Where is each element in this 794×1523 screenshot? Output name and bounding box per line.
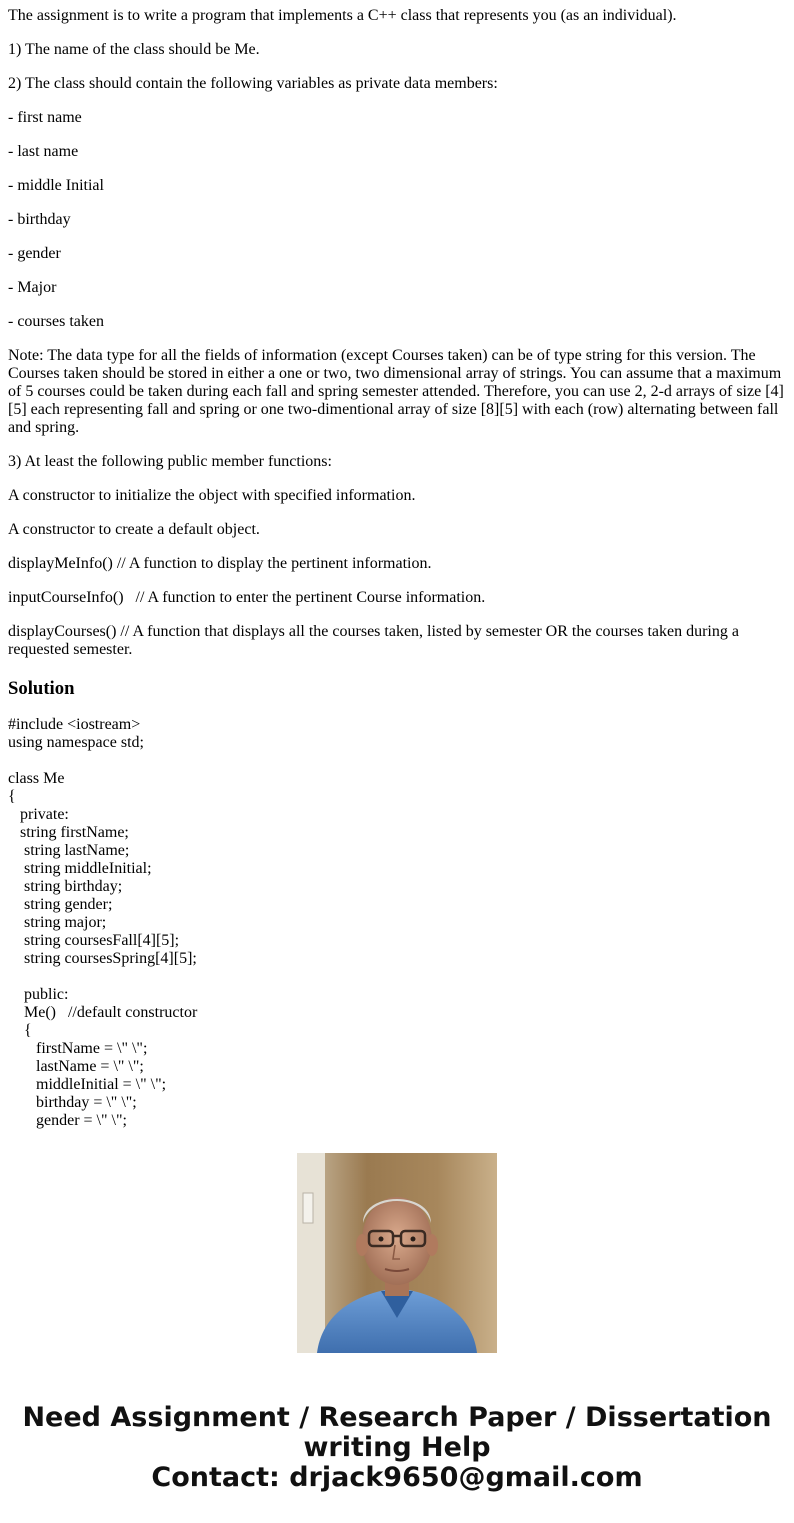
question-intro: The assignment is to write a program that implements a C++ class that represents you (as an individual). bbox=[8, 7, 677, 24]
code-line: public: bbox=[8, 986, 69, 1003]
code-line: string middleInitial; bbox=[8, 860, 152, 877]
code-line: lastName = \" \"; bbox=[8, 1058, 144, 1075]
code-line: private: bbox=[8, 806, 69, 823]
function-display-me-info: displayMeInfo() // A function to display the pertinent information. bbox=[8, 555, 432, 572]
code-line: { bbox=[8, 788, 16, 805]
code-line bbox=[8, 968, 786, 986]
author-photo-image bbox=[297, 1153, 497, 1353]
code-line: string lastName; bbox=[8, 842, 130, 859]
code-line: using namespace std; bbox=[8, 734, 144, 751]
solution-heading: Solution bbox=[8, 678, 75, 699]
function-display-courses: displayCourses() // A function that displays all the courses taken, listed by semester OR the courses taken during a requested semester. bbox=[8, 623, 739, 658]
note-paragraph: Note: The data type for all the fields of information (except Courses taken) can be of type string for this version. The Courses taken should be stored in either a one or two, two dimensional array of strings. You can assume that a maximum of 5 courses could be taken during each fall and spring semester attended. Therefore, you can use 2, 2-d arrays of size [4][5] each representing fall and spring or one two-dimentional array of size [8][5] with each (row) alternating between fall and spring. bbox=[8, 347, 784, 436]
promo-line-2: writing Help bbox=[303, 1432, 491, 1463]
promo-banner bbox=[0, 1403, 794, 1493]
code-line: Me() //default constructor bbox=[8, 1004, 198, 1021]
constructor-default: A constructor to create a default object. bbox=[8, 521, 260, 538]
code-line: string firstName; bbox=[8, 824, 129, 841]
member-middle-initial: - middle Initial bbox=[8, 177, 104, 194]
code-line: string birthday; bbox=[8, 878, 123, 895]
code-line: string coursesFall[4][5]; bbox=[8, 932, 180, 949]
requirement-1: 1) The name of the class should be Me. bbox=[8, 41, 260, 58]
code-line: gender = \" \"; bbox=[8, 1112, 127, 1129]
promo-contact: Contact: drjack9650@gmail.com bbox=[151, 1462, 643, 1493]
code-line: middleInitial = \" \"; bbox=[8, 1076, 167, 1093]
member-gender: - gender bbox=[8, 245, 61, 262]
member-major: - Major bbox=[8, 279, 57, 296]
author-avatar bbox=[297, 1153, 497, 1353]
requirement-2: 2) The class should contain the following variables as private data members: bbox=[8, 75, 498, 92]
member-birthday: - birthday bbox=[8, 211, 71, 228]
document-body bbox=[8, 0, 786, 1129]
solution-code-block bbox=[8, 716, 786, 1129]
function-input-course-info: inputCourseInfo() // A function to enter the pertinent Course information. bbox=[8, 589, 486, 606]
question-text bbox=[8, 7, 786, 659]
code-line bbox=[8, 752, 786, 770]
code-line: string major; bbox=[8, 914, 107, 931]
code-line: string coursesSpring[4][5]; bbox=[8, 950, 197, 967]
member-last-name: - last name bbox=[8, 143, 79, 160]
code-line: class Me bbox=[8, 770, 65, 787]
constructor-specified: A constructor to initialize the object with specified information. bbox=[8, 487, 416, 504]
code-line: birthday = \" \"; bbox=[8, 1094, 137, 1111]
code-line: #include <iostream> bbox=[8, 716, 141, 733]
code-line: firstName = \" \"; bbox=[8, 1040, 148, 1057]
promo-line-1: Need Assignment / Research Paper / Dissertation bbox=[22, 1402, 772, 1433]
code-line: string gender; bbox=[8, 896, 113, 913]
code-line: { bbox=[8, 1022, 32, 1039]
member-courses-taken: - courses taken bbox=[8, 313, 104, 330]
requirement-3: 3) At least the following public member functions: bbox=[8, 453, 332, 470]
member-first-name: - first name bbox=[8, 109, 82, 126]
